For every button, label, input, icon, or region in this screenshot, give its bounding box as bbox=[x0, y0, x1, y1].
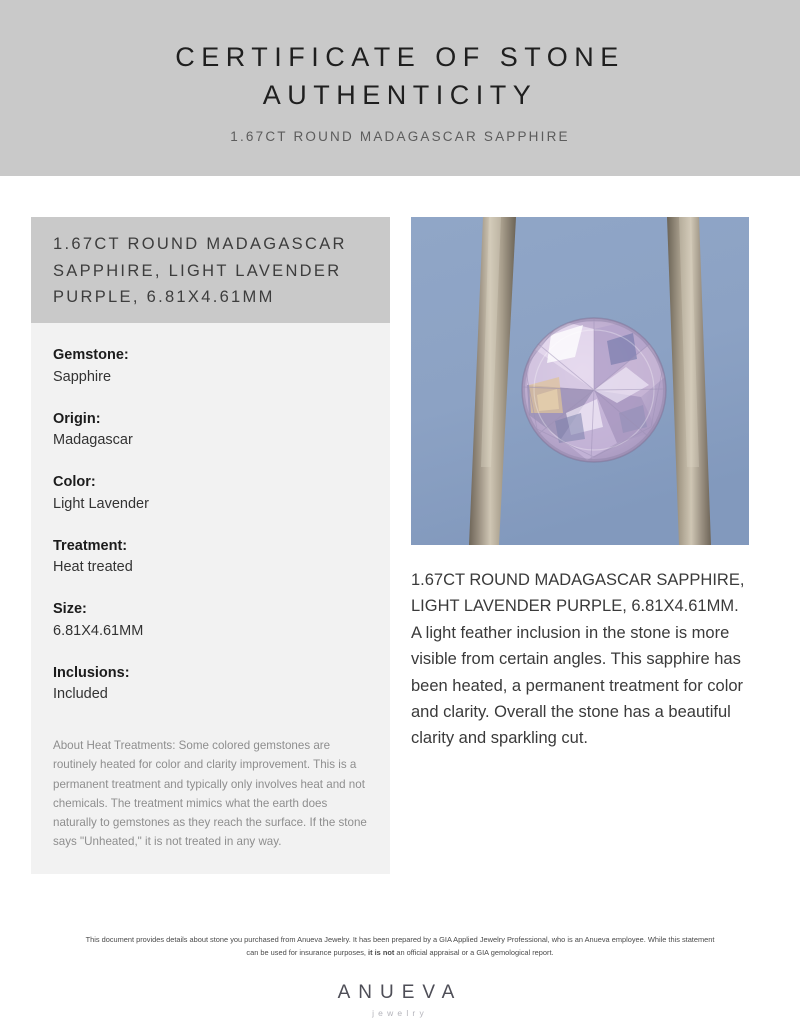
disclaimer-text bbox=[80, 934, 720, 960]
gemstone-photo bbox=[411, 217, 749, 545]
spec-row-gemstone bbox=[53, 345, 368, 389]
spec-row-inclusions bbox=[53, 663, 368, 707]
brand-logo-wordmark: ANUEVA bbox=[337, 982, 463, 1003]
spec-row-treatment bbox=[53, 536, 368, 580]
page-title: CERTIFICATE OF STONE AUTHENTICITY bbox=[175, 42, 625, 111]
spec-label: Color: bbox=[53, 474, 96, 491]
certificate-body bbox=[0, 176, 800, 874]
stone-photo-column bbox=[411, 217, 769, 752]
spec-label: Size: bbox=[53, 601, 87, 618]
stone-description: 1.67CT ROUND MADAGASCAR SAPPHIRE, LIGHT LAVENDER PURPLE, 6.81X4.61MM. A light feather inclusion in the stone is more visible from certain angles. This sapphire has been heated, a permanent treatment for color and clarity. Overall the stone has a beautiful clarity and sparkling cut. bbox=[411, 571, 745, 748]
brand-logo bbox=[0, 982, 800, 1018]
spec-value: Heat treated bbox=[53, 559, 133, 576]
disclaimer-part2: an official appraisal or a GIA gemological report. bbox=[396, 948, 554, 958]
certificate-header bbox=[0, 0, 800, 176]
page-subtitle: 1.67CT ROUND MADAGASCAR SAPPHIRE bbox=[230, 128, 570, 144]
spec-label: Origin: bbox=[53, 410, 101, 427]
disclaimer-emphasis: it is not bbox=[368, 948, 395, 958]
stone-details-panel bbox=[31, 217, 390, 874]
spec-value: 6.81X4.61MM bbox=[53, 622, 144, 639]
gemstone-photo-illustration bbox=[411, 217, 749, 545]
spec-row-origin bbox=[53, 409, 368, 453]
spec-value: Light Lavender bbox=[53, 495, 149, 512]
certificate-footer bbox=[0, 934, 800, 1036]
spec-label: Treatment: bbox=[53, 537, 128, 554]
heat-treatment-note: About Heat Treatments: Some colored gemstones are routinely heated for color and clarity improvement. This is a permanent treatment and typically only involves heat and not chemicals. The treatment mimics what the earth does naturally to gemstones as they reach the surface. If the stone says "Unheated," it is not treated in any way. bbox=[53, 739, 367, 849]
brand-logo-tagline: jewelry bbox=[372, 1008, 428, 1018]
spec-list bbox=[31, 323, 390, 706]
disclaimer-part1: This document provides details about stone you purchased from Anueva Jewelry. It has been prepared by a GIA Applied Jewelry Professional, who is an Anueva employee. While this statement can be used for insurance purposes, bbox=[85, 935, 715, 958]
spec-value: Included bbox=[53, 686, 108, 703]
stone-heading: 1.67CT ROUND MADAGASCAR SAPPHIRE, LIGHT LAVENDER PURPLE, 6.81X4.61MM bbox=[31, 217, 390, 323]
spec-label: Inclusions: bbox=[53, 664, 130, 681]
spec-value: Sapphire bbox=[53, 368, 112, 385]
spec-row-color bbox=[53, 472, 368, 516]
spec-row-size bbox=[53, 599, 368, 643]
spec-value: Madagascar bbox=[53, 432, 133, 449]
spec-label: Gemstone: bbox=[53, 347, 129, 364]
